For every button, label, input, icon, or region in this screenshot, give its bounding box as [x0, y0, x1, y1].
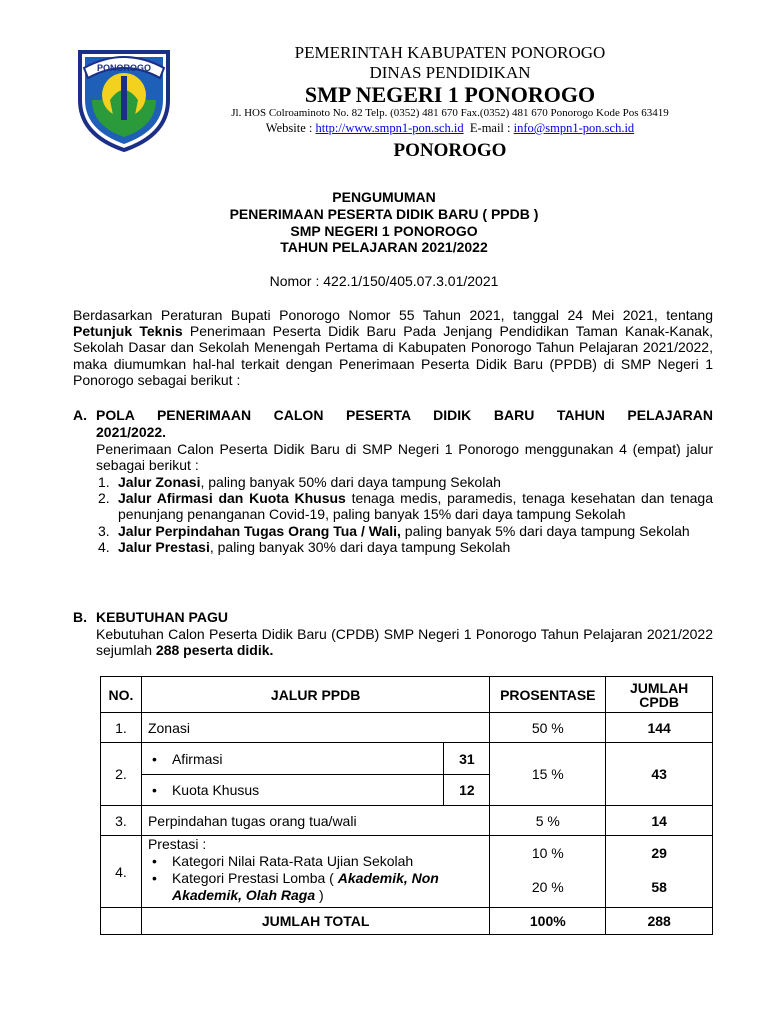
section-b-intro-text: Kebutuhan Calon Peserta Didik Baru (CPDB) SMP Negeri 1 Ponorogo Tahun Pelajaran 2021/2022 sejumlah — [96, 626, 713, 659]
sub2-pct: 20 % — [531, 879, 564, 895]
bullet-icon: • — [151, 870, 157, 886]
header-jalur: JALUR PPDB — [141, 677, 489, 713]
sub-label: Kuota Khusus — [171, 782, 260, 798]
table-row — [101, 806, 713, 836]
header-prosentase: PROSENTASE — [490, 677, 606, 713]
sub-label-bold: Akademik, Non Akademik, Olah Raga — [171, 870, 439, 903]
sub-label: Kategori Nilai Rata-Rata Ujian Sekolah — [171, 853, 414, 869]
section-b-title: KEBUTUHAN PAGU — [96, 609, 228, 625]
list-item-text: , paling banyak 50% dari daya tampung Sekolah — [200, 474, 501, 490]
cell-jalur: Perpindahan tugas orang tua/wali — [141, 806, 489, 836]
document-number: Nomor : 422.1/150/405.07.3.01/2021 — [269, 273, 499, 289]
cell-no — [101, 908, 142, 935]
intro-paragraph — [73, 307, 713, 388]
table-total-row — [101, 908, 713, 935]
table-row — [101, 836, 713, 908]
letterhead-government: PEMERINTAH KABUPATEN PONOROGO — [294, 43, 606, 62]
website-link[interactable]: http://www.smpn1-pon.sch.id — [315, 121, 464, 135]
letterhead-city: PONOROGO — [393, 140, 507, 161]
sub-label-post: ) — [315, 887, 324, 903]
header-no: NO. — [101, 677, 142, 713]
prestasi-label: Prestasi : — [147, 836, 207, 852]
intro-text-1: Berdasarkan Peraturan Bupati Ponorogo Nomor 55 Tahun 2021, tanggal 24 Mei 2021, tentang — [73, 307, 713, 323]
title-announcement: PENGUMUMAN — [332, 189, 436, 205]
intro-text-2: Penerimaan Peserta Didik Baru Pada Jenjang Pendidikan Taman Kanak-Kanak, Sekolah Dasar dan Sekolah Menengah Pertama di Kabupaten Ponorogo Tahun Pelajaran 2021/2022, maka diumumkan hal-hal terkait dengan Penerimaan Peserta Didik Baru (PPDB) di SMP Negeri 1 Ponorogo sebagai berikut : — [73, 323, 713, 388]
cell-no: 1. — [101, 713, 142, 743]
list-item-bold: Jalur Afirmasi dan Kuota Khusus — [118, 490, 346, 507]
section-b-heading — [73, 609, 228, 625]
email-label: E-mail : — [463, 121, 514, 135]
cell-jalur: Zonasi — [141, 713, 489, 743]
cell-sub-value: 12 — [444, 775, 490, 806]
sub-label: Afirmasi — [171, 750, 223, 767]
title-school: SMP NEGERI 1 PONOROGO — [290, 223, 478, 239]
cell-no: 2. — [101, 743, 142, 806]
section-a-title: POLA PENERIMAAN CALON PESERTA DIDIK BARU TAHUN PELAJARAN — [96, 407, 713, 423]
total-pct: 100% — [490, 908, 606, 935]
title-year: TAHUN PELAJARAN 2021/2022 — [280, 239, 488, 255]
title-ppdb: PENERIMAAN PESERTA DIDIK BARU ( PPDB ) — [229, 206, 539, 222]
sub1-pct: 10 % — [531, 845, 564, 861]
cell-total: 14 — [606, 806, 713, 836]
table-row — [101, 743, 713, 775]
list-item — [96, 474, 713, 490]
section-a-label: A. — [73, 407, 87, 423]
intro-bold: Petunjuk Teknis — [73, 323, 183, 340]
cell-sub-value: 31 — [444, 743, 490, 775]
section-b-intro — [96, 626, 713, 658]
bullet-icon: • — [151, 782, 157, 798]
header-jumlah: JUMLAH CPDB — [606, 677, 713, 713]
list-number: 4. — [98, 538, 110, 555]
cell-pct: 5 % — [490, 806, 606, 836]
total-value: 288 — [606, 908, 713, 935]
website-label: Website : — [265, 121, 316, 135]
email-link[interactable]: info@smpn1-pon.sch.id — [513, 121, 635, 135]
table-header-row — [101, 677, 713, 713]
list-number: 1. — [98, 474, 110, 490]
cell-no: 4. — [101, 836, 142, 908]
list-item-bold: Jalur Prestasi — [118, 538, 210, 555]
cell-jalur — [141, 775, 443, 806]
cell-no: 3. — [101, 806, 142, 836]
list-number: 3. — [98, 522, 110, 539]
letterhead-department: DINAS PENDIDIKAN — [369, 63, 531, 82]
ponorogo-regency-logo — [70, 40, 178, 152]
section-b-intro-bold: 288 peserta didik. — [155, 642, 274, 659]
pagu-table — [100, 676, 713, 935]
bullet-icon: • — [151, 750, 157, 767]
sub2-total: 58 — [651, 879, 667, 895]
cell-pct: 15 % — [490, 743, 606, 806]
list-item-bold: Jalur Perpindahan Tugas Orang Tua / Wali, — [118, 522, 401, 539]
cell-jalur — [141, 836, 489, 908]
cell-total: 144 — [606, 713, 713, 743]
list-number: 2. — [98, 490, 110, 507]
letterhead-school: SMP NEGERI 1 PONOROGO — [304, 82, 596, 107]
prestasi-item — [148, 853, 483, 870]
list-item — [96, 539, 713, 555]
bullet-icon: • — [151, 853, 157, 869]
sub-label-pre: Kategori Prestasi Lomba ( — [171, 870, 338, 886]
letterhead-address: Jl. HOS Colroaminoto No. 82 Telp. (0352) 481 670 Fax.(0352) 481 670 Ponorogo Kode Pos 63419 — [231, 107, 669, 119]
cell-total — [606, 836, 713, 908]
jalur-list — [96, 474, 713, 555]
table-row — [101, 713, 713, 743]
list-item — [96, 523, 713, 539]
letterhead-contact — [190, 121, 710, 135]
cell-jalur — [141, 743, 443, 775]
sub1-total: 29 — [651, 845, 667, 861]
total-label: JUMLAH TOTAL — [141, 908, 489, 935]
cell-total: 43 — [606, 743, 713, 806]
list-item-bold: Jalur Zonasi — [118, 474, 201, 490]
section-a-title-year: 2021/2022. — [96, 424, 167, 440]
cell-pct — [490, 836, 606, 908]
section-a-intro: Penerimaan Calon Peserta Didik Baru di SMP Negeri 1 Ponorogo menggunakan 4 (empat) jalur sebagai berikut : — [96, 441, 713, 474]
prestasi-item — [148, 870, 483, 904]
logo-text: PONOROGO — [96, 63, 152, 73]
cell-pct: 50 % — [490, 713, 606, 743]
list-item-text: tenaga medis, paramedis, tenaga kesehatan dan tenaga penunjang penanganan Covid-19, paling banyak 15% dari daya tampung Sekolah — [118, 490, 713, 523]
list-item-text: paling banyak 5% dari daya tampung Sekolah — [400, 522, 690, 539]
list-item-text: , paling banyak 30% dari daya tampung Sekolah — [209, 538, 511, 555]
list-item — [96, 490, 713, 522]
section-b-label: B. — [73, 609, 87, 625]
